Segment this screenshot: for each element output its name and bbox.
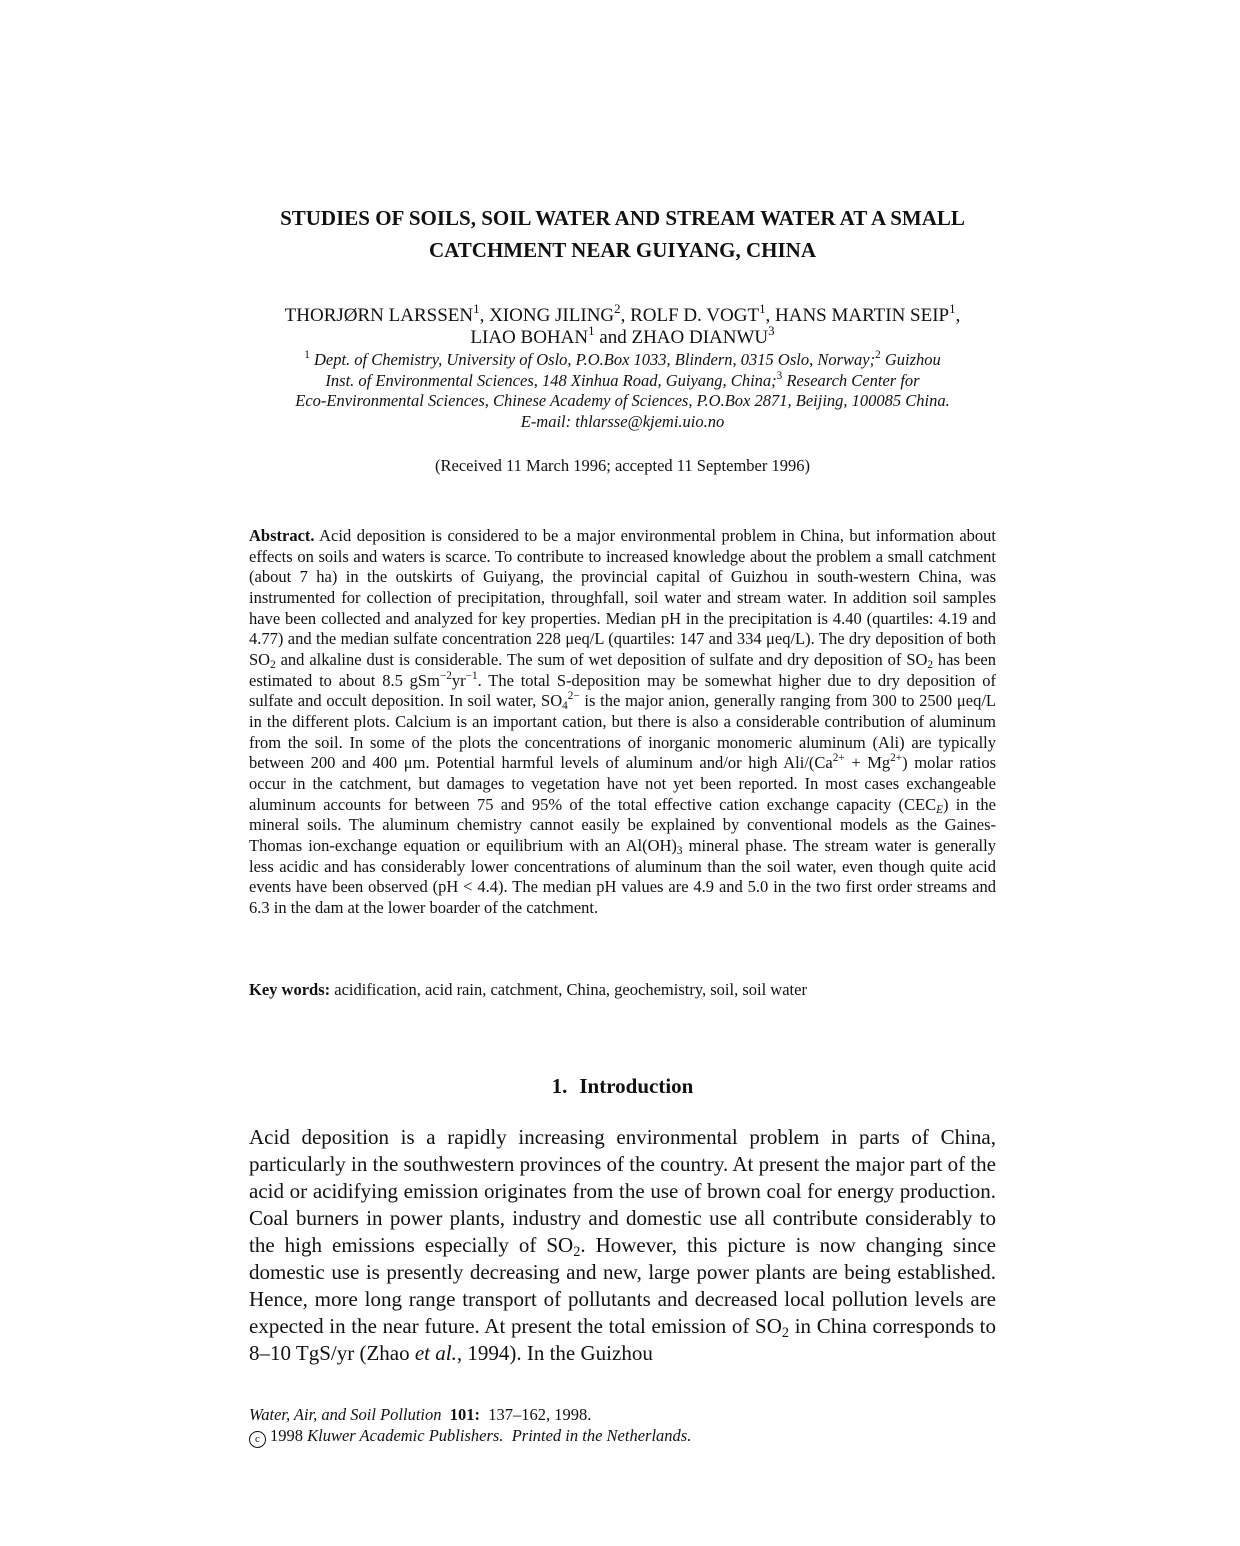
affil-mark: 3 — [776, 369, 783, 382]
printed-in: Printed in the Netherlands. — [511, 1426, 692, 1445]
author-separator: , — [620, 305, 631, 326]
paper-title — [249, 202, 996, 266]
abstract-text: is the major anion, generally ranging from 300 to 2500 μeq/L in the different plots. Calcium is an important cation, but there is also a considerable contribution of aluminum from the soil. In some of the plots the concentrations of inorganic monomeric aluminum (Ali) are typically between 200 and 400 μm. Potential harmful levels of aluminum and/or high Ali/(Ca — [249, 691, 996, 773]
affiliations — [249, 350, 996, 433]
author-name: THORJØRN LARSSEN — [284, 305, 474, 326]
abstract-text: + Mg — [844, 753, 891, 773]
intro-text: , 1994). In the Guizhou — [456, 1341, 653, 1365]
affil-mark: 1 — [304, 349, 310, 362]
abstract-text: ) molar ratios occur in the catchment, but damages to vegetation have not yet been reported. In most cases exchangeable aluminum accounts for between 75 and 95% of the total effective cation exchange capacity (CEC — [249, 753, 997, 814]
author-affil-mark: 1 — [759, 301, 766, 316]
copyright-year: 1998 — [270, 1426, 303, 1445]
abstract — [249, 526, 996, 918]
author-name: ROLF D. VOGT — [630, 305, 760, 326]
journal-citation — [249, 1404, 996, 1425]
subscript: 2 — [781, 1324, 790, 1341]
author-separator: , — [479, 305, 490, 326]
author-separator: , — [955, 305, 961, 326]
journal-pages: 137–162, 1998. — [488, 1405, 592, 1424]
keywords-label: Key words: — [249, 980, 331, 999]
keywords — [249, 979, 996, 1001]
journal-name: Water, Air, and Soil Pollution — [249, 1405, 442, 1424]
author-name: ZHAO DIANWU — [631, 327, 769, 348]
copyright-icon: c — [249, 1431, 266, 1448]
section-title: Introduction — [579, 1074, 694, 1098]
intro-italic: et al. — [414, 1341, 457, 1365]
superscript: 2+ — [832, 752, 845, 765]
subscript-italic: E — [936, 803, 943, 816]
keywords-text: acidification, acid rain, catchment, China, geochemistry, soil, soil water — [334, 980, 807, 999]
subscript — [936, 804, 943, 816]
author-line-1 — [249, 301, 996, 327]
author-separator: and — [594, 327, 632, 348]
subscript: 4 — [562, 700, 568, 713]
abstract-text: Acid deposition is considered to be a major environmental problem in China, but information about effects on soils and waters is scarce. To contribute to increased knowledge about the problem a small catchment (about 7 ha) in the outskirts of Guiyang, the provincial capital of Guizhou in south-western China, was instrumented for collection of precipitation, throughfall, soil water and stream water. In addition soil samples have been collected and analyzed for key properties. Median pH in the precipitation is 4.40 (quartiles: 4.19 and 4.77) and the median sulfate concentration 228 μeq/L (quartiles: 147 and 334 μeq/L). The dry deposition of both SO — [249, 526, 996, 669]
author-affil-mark: 1 — [949, 301, 956, 316]
author-name: HANS MARTIN SEIP — [775, 305, 950, 326]
page-footer — [249, 1404, 996, 1448]
superscript: −2 — [439, 669, 452, 682]
subscript: 2 — [573, 1243, 581, 1260]
intro-text: in China corresponds to 8–10 TgS/yr (Zhao — [249, 1314, 996, 1365]
abstract-text: has been estimated to about 8.5 gSm — [249, 649, 996, 690]
intro-text: . However, this picture is now changing since domestic use is presently decreasing and new, large power plants are being established. Hence, more long range transport of pollutants and decreased local pollution levels are expected in the near future. At present the total emission of SO — [249, 1233, 996, 1338]
author-affil-mark: 2 — [614, 301, 621, 316]
author-separator: , — [765, 305, 776, 326]
abstract-text: ) in the mineral soils. The aluminum chemistry cannot easily be explained by conventional models as the Gaines-Thomas ion-exchange equation or equilibrium with an Al(OH) — [249, 794, 996, 855]
author-email: E-mail: thlarsse@kjemi.uio.no — [520, 412, 725, 432]
publisher: Kluwer Academic Publishers. — [307, 1426, 504, 1445]
intro-text: Acid deposition is a rapidly increasing environmental problem in parts of China, particularly in the southwestern provinces of the country. At present the major part of the acid or acidifying emission originates from the use of brown coal for energy production. Coal burners in power plants, industry and domestic use all contribute considerably to the high emissions especially of SO — [249, 1125, 996, 1257]
abstract-text: yr — [451, 670, 466, 690]
subscript: 3 — [676, 844, 683, 857]
section-heading — [249, 1072, 996, 1100]
author-name: LIAO BOHAN — [470, 327, 589, 348]
affiliation-3-start: Research Center for — [786, 370, 920, 390]
author-affil-mark: 3 — [768, 323, 775, 338]
subscript: 2 — [270, 659, 276, 672]
affiliation-2-start: Guizhou — [884, 350, 941, 369]
received-dates: (Received 11 March 1996; accepted 11 September 1996) — [435, 456, 810, 475]
affiliation-line-3: Eco-Environmental Sciences, Chinese Academy of Sciences, P.O.Box 2871, Beijing, 100085 China. — [295, 391, 950, 411]
superscript: 2+ — [890, 752, 903, 765]
title-line-2: CATCHMENT NEAR GUIYANG, CHINA — [429, 238, 816, 262]
introduction-paragraph — [249, 1124, 996, 1367]
affiliation-2-rest: Inst. of Environmental Sciences, 148 Xinhua Road, Guiyang, China; — [325, 370, 777, 390]
abstract-label: Abstract. — [249, 526, 315, 545]
author-line-2 — [249, 323, 996, 349]
section-number: 1. — [551, 1074, 568, 1098]
author-name: XIONG JILING — [489, 305, 615, 326]
journal-volume: 101: — [449, 1405, 481, 1424]
affil-mark: 2 — [875, 349, 881, 362]
author-affil-mark: 1 — [588, 323, 595, 338]
abstract-text: and alkaline dust is considerable. The sum of wet deposition of sulfate and dry deposition of SO — [275, 649, 928, 669]
affiliation-line-1 — [249, 350, 996, 371]
title-line-1: STUDIES OF SOILS, SOIL WATER AND STREAM WATER AT A SMALL — [280, 206, 965, 230]
superscript: 2− — [567, 690, 580, 703]
subscript: 2 — [927, 659, 934, 672]
copyright-line — [249, 1425, 996, 1448]
affiliation-1: Dept. of Chemistry, University of Oslo, P.O.Box 1033, Blindern, 0315 Oslo, Norway; — [313, 350, 876, 369]
superscript: −1 — [465, 669, 478, 682]
author-list — [249, 301, 996, 349]
abstract-text: mineral phase. The stream water is generally less acidic and has considerably lower concentrations of aluminum than the soil water, even though quite acid events have been observed (pH < 4.4). The median pH values are 4.9 and 5.0 in the two first order streams and 6.3 in the dam at the lower boarder of the catchment. — [249, 835, 996, 917]
affiliation-line-2 — [249, 371, 996, 392]
author-affil-mark: 1 — [473, 301, 480, 316]
abstract-text: . The total S-deposition may be somewhat higher due to dry deposition of sulfate and occult deposition. In soil water, SO — [249, 670, 997, 711]
